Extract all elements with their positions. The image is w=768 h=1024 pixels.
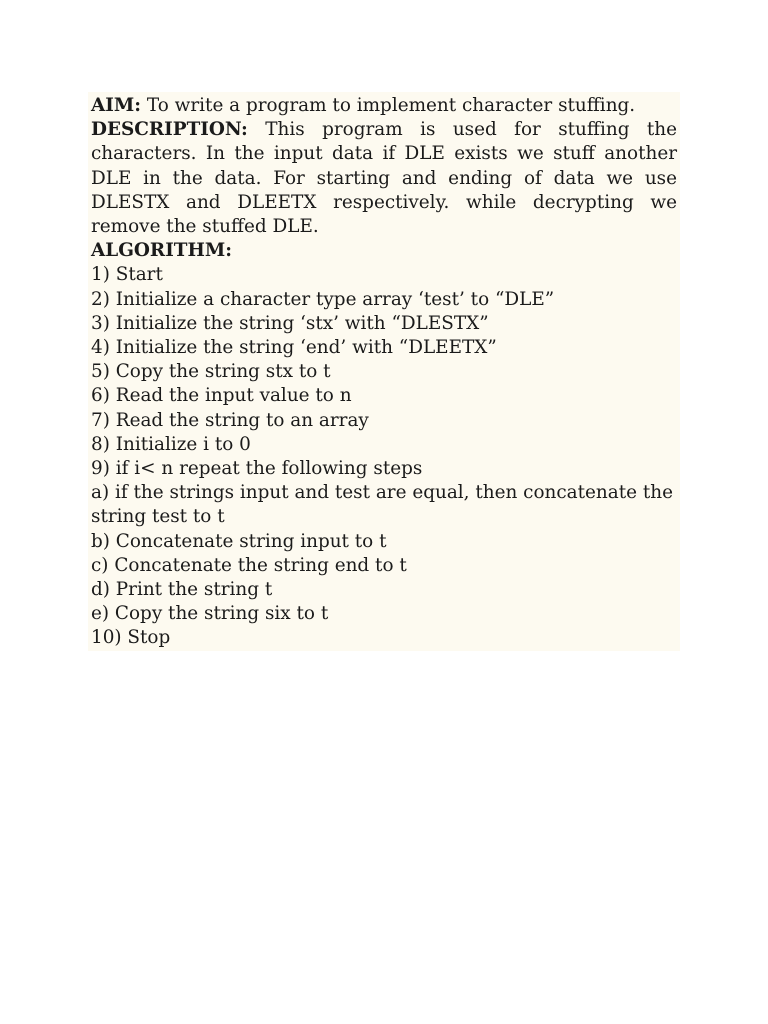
- aim-label: AIM:: [91, 95, 142, 116]
- aim-text: To write a program to implement character stuffing.: [141, 95, 636, 116]
- algorithm-step: 10) Stop: [91, 627, 171, 649]
- algorithm-step: a) if the strings input and test are equal, then concatenate the string test to t: [91, 482, 673, 528]
- algorithm-step: 8) Initialize i to 0: [91, 433, 251, 455]
- algorithm-steps-list: [91, 263, 677, 650]
- description-text: This program is used for stuffing the characters. In the input data if DLE exists we stuff another DLE in the data. For starting and ending of data we use DLESTX and DLEETX respectively. while decrypting we remove the stuffed DLE.: [91, 119, 677, 238]
- algorithm-heading: ALGORITHM:: [91, 240, 233, 262]
- document-text-block: [88, 92, 680, 651]
- description-label: DESCRIPTION:: [91, 119, 248, 141]
- algorithm-step: 7) Read the string to an array: [91, 409, 369, 431]
- algorithm-step: 1) Start: [91, 264, 163, 286]
- algorithm-step: b) Concatenate string input to t: [91, 530, 387, 552]
- algorithm-step: 9) if i< n repeat the following steps: [91, 458, 423, 480]
- algorithm-step: e) Copy the string six to t: [91, 603, 329, 625]
- aim-paragraph: [91, 94, 677, 118]
- algorithm-step: 2) Initialize a character type array ‘test’ to “DLE”: [91, 288, 555, 310]
- algorithm-step: 6) Read the input value to n: [91, 385, 352, 407]
- algorithm-step: c) Concatenate the string end to t: [91, 554, 407, 576]
- algorithm-step: 3) Initialize the string ‘stx’ with “DLESTX”: [91, 312, 489, 334]
- description-paragraph: [91, 118, 677, 239]
- algorithm-step: 5) Copy the string stx to t: [91, 361, 331, 383]
- algorithm-step: d) Print the string t: [91, 579, 273, 601]
- algorithm-step: 4) Initialize the string ‘end’ with “DLEETX”: [91, 337, 497, 359]
